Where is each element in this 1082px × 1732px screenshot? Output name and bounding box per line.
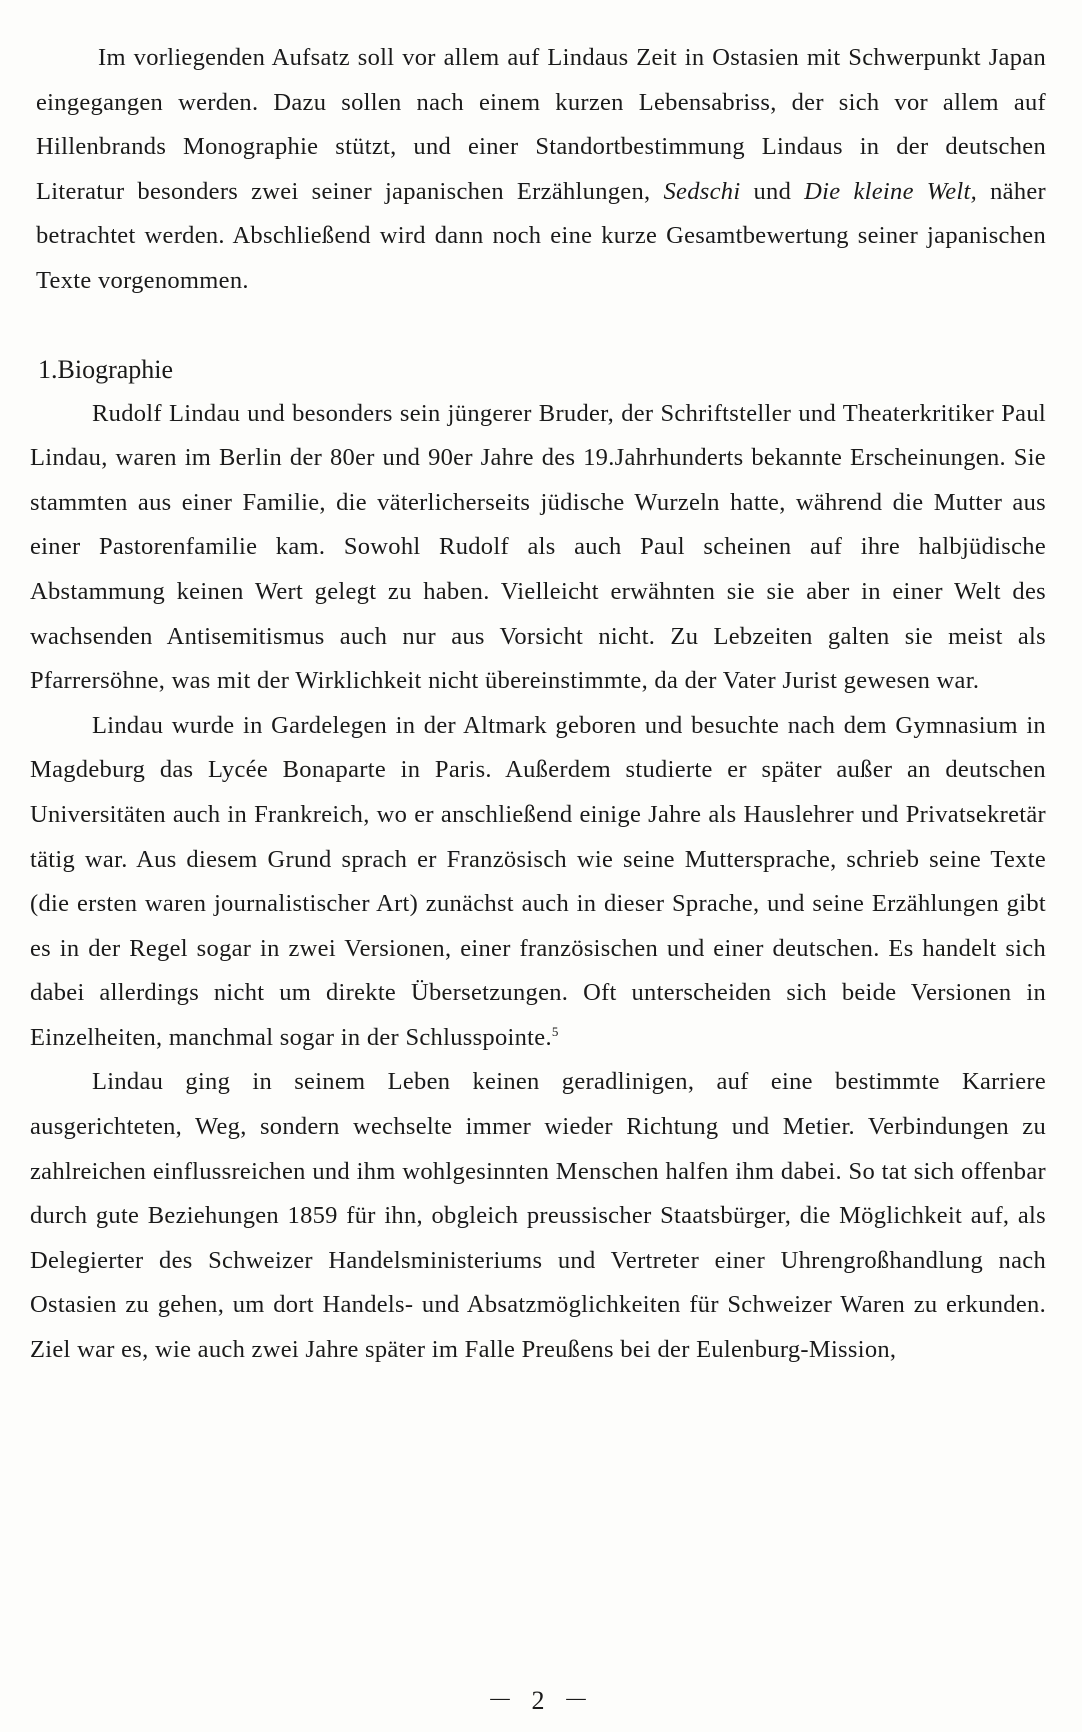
intro-paragraph [36, 36, 1046, 304]
biography-paragraph-2 [30, 704, 1046, 1061]
biography-paragraph-1: Rudolf Lindau und besonders sein jüngerer Bruder, der Schriftsteller und Theaterkritiker Paul Lindau, waren im Berlin der 80er und 90er Jahre des 19.Jahrhunderts bekannte Erscheinungen. Sie stammten aus einer Familie, die väterlicherseits jüdische Wurzeln hatte, während die Mutter aus einer Pastorenfamilie kam. Sowohl Rudolf als auch Paul scheinen auf ihre halbjüdische Abstammung keinen Wert gelegt zu haben. Vielleicht erwähnten sie sie aber in einer Welt des wachsenden Antisemitismus auch nur aus Vorsicht nicht. Zu Lebzeiten galten sie meist als Pfarrersöhne, was mit der Wirklichkeit nicht übereinstimmte, da der Vater Jurist gewesen war. [30, 399, 1046, 695]
intro-text-part2: und [740, 177, 805, 205]
work-title-sedschi: Sedschi [663, 177, 741, 205]
section-heading: 1.Biographie [38, 354, 174, 384]
biography-paragraph-2-text: Lindau wurde in Gardelegen in der Altmark geboren und besuchte nach dem Gymnasium in Magdeburg das Lycée Bonaparte in Paris. Außerdem studierte er später außer an deutschen Universitäten auch in Frankreich, wo er anschließend einige Jahre als Hauslehrer und Privatsekretär tätig war. Aus diesem Grund sprach er Französisch wie seine Muttersprache, schrieb seine Texte (die ersten waren journalistischer Art) zunächst auch in dieser Sprache, und seine Erzählungen gibt es in der Regel sogar in zwei Versionen, einer französischen und einer deutschen. Es handelt sich dabei allerdings nicht um direkte Übersetzungen. Oft unterscheiden sich beide Versionen in Einzelheiten, manchmal sogar in der Schlusspointe. [30, 711, 1046, 1051]
intro-text-part3: näher betrachtet werden. Abschließend wird dann noch eine kurze Gesamtbewertung seiner japanischen Texte vorgenommen. [36, 177, 1046, 294]
work-title-die-kleine-welt: Die kleine Welt, [804, 177, 978, 205]
footnote-reference: 5 [551, 1023, 559, 1039]
page-number: － 2 － [486, 1686, 595, 1715]
intro-text-part1: Im vorliegenden Aufsatz soll vor allem auf Lindaus Zeit in Ostasien mit Schwerpunkt Japan eingegangen werden. Dazu sollen nach einem kurzen Lebensabriss, der sich vor allem auf Hillenbrands Monographie stützt, und einer Standortbestimmung Lindaus in der deutschen Literatur besonders zwei seiner japanischen Erzählungen, [36, 44, 1046, 205]
biography-paragraph-3: Lindau ging in seinem Leben keinen geradlinigen, auf eine bestimmte Karriere ausgerichteten, Weg, sondern wechselte immer wieder Richtung und Metier. Verbindungen zu zahlreichen einflussreichen und ihm wohlgesinnten Menschen halfen ihm dabei. So tat sich offenbar durch gute Beziehungen 1859 für ihn, obgleich preussischer Staatsbürger, die Möglichkeit auf, als Delegierter des Schweizer Handelsministeriums und Vertreter einer Uhrengroßhandlung nach Ostasien zu gehen, um dort Handels- und Absatzmöglichkeiten für Schweizer Waren zu erkunden. Ziel war es, wie auch zwei Jahre später im Falle Preußens bei der Eulenburg-Mission, [30, 1068, 1046, 1364]
